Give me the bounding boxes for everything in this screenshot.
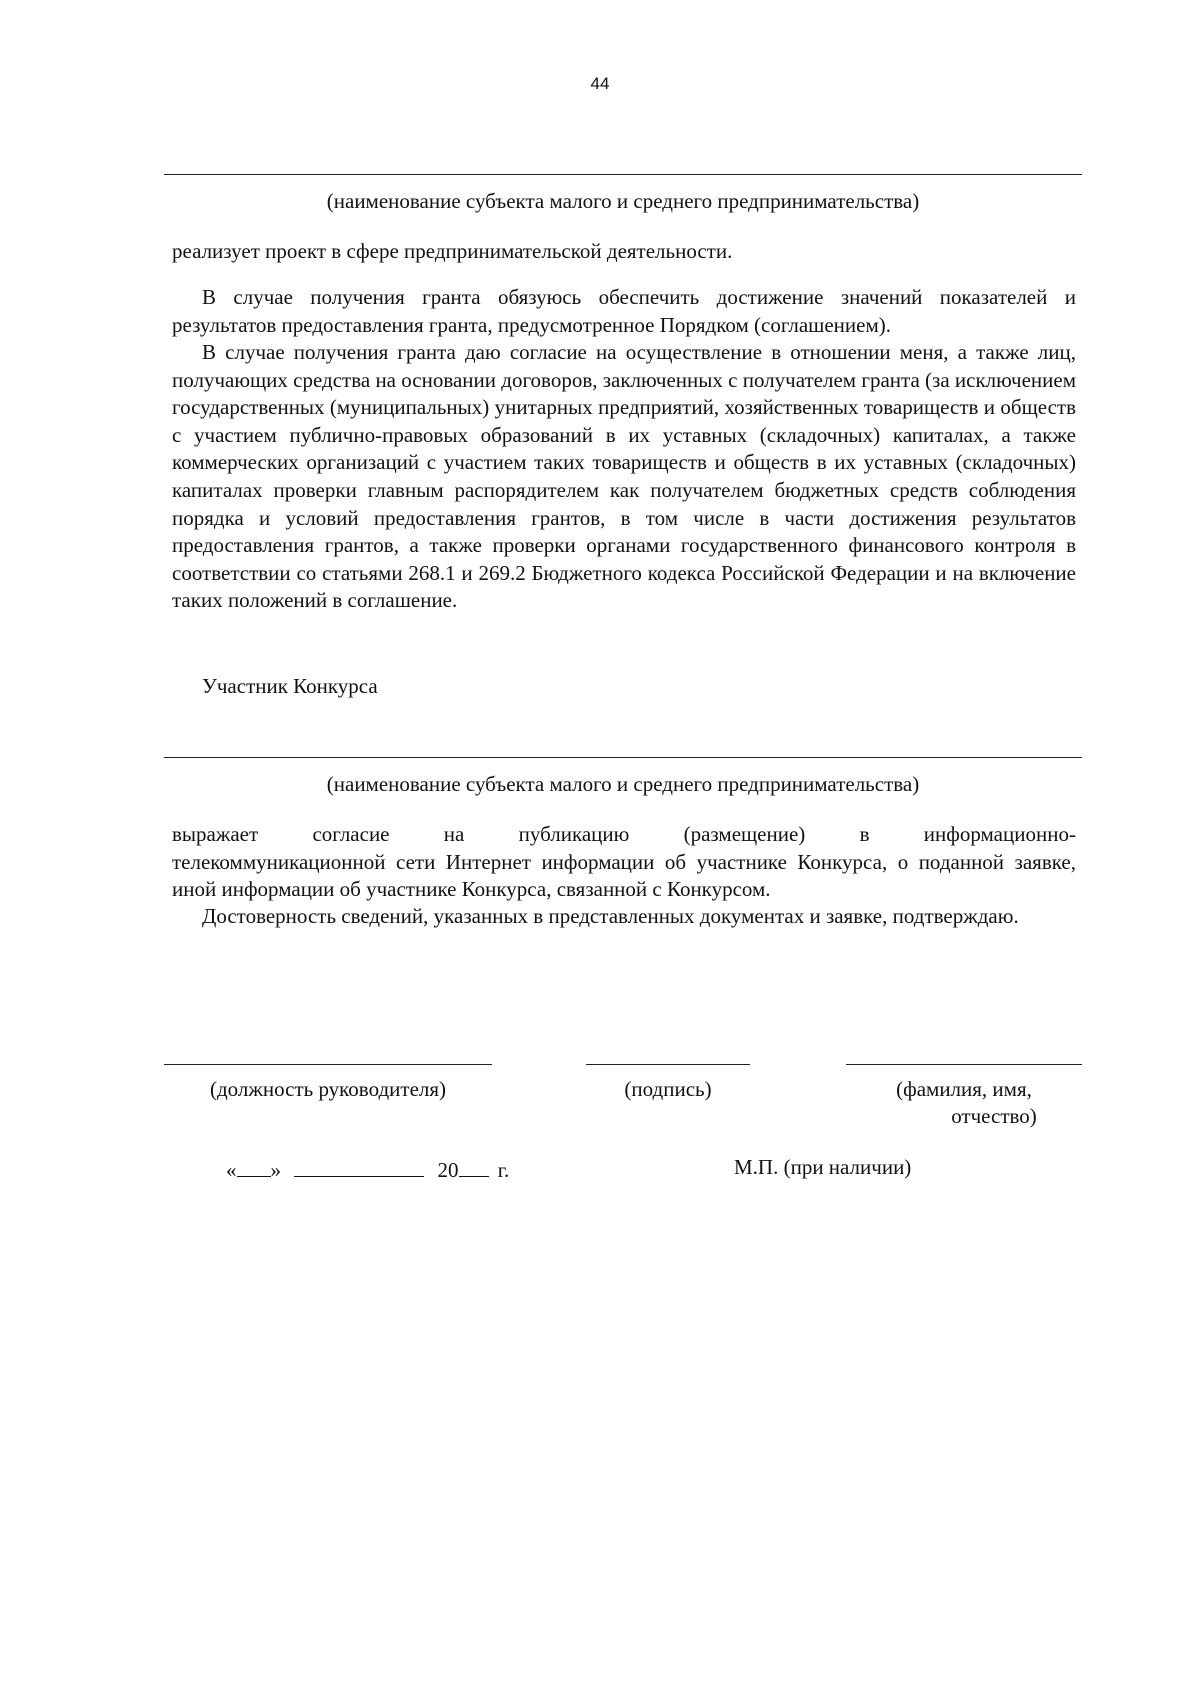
caption-entity-name-1: (наименование субъекта малого и среднего предпринимательства) [326, 189, 920, 213]
word: (размещение) [683, 822, 806, 846]
word: выражает [172, 822, 259, 846]
month-blank [294, 1154, 424, 1177]
caption-entity-name-2: (наименование субъекта малого и среднего предпринимательства) [326, 772, 920, 796]
date-open-quote: « [226, 1158, 237, 1182]
name-line-2 [164, 757, 1082, 758]
full-name-label-line-2: отчество) [951, 1104, 1037, 1128]
full-name-label-line-1: (фамилия, имя, [896, 1077, 1032, 1101]
word: в [859, 822, 870, 846]
full-name-signature-line [846, 1064, 1082, 1065]
signature-label: (подпись) [624, 1077, 712, 1101]
consent-publication-first-line [172, 821, 1076, 849]
position-signature-line [164, 1064, 492, 1065]
participant-label: Участник Конкурса [202, 674, 378, 698]
paragraph-obligation: В случае получения гранта обязуюсь обеспечить достижение значений показателей и результатов предоставления гранта, предусмотренное Порядком (соглашением). [172, 285, 1076, 337]
year-blank [459, 1154, 489, 1177]
word: на [443, 822, 465, 846]
date-close-quote: » [270, 1158, 281, 1182]
year-suffix: г. [497, 1158, 510, 1182]
full-name-label [846, 1076, 1082, 1130]
consent-publication-rest: телекоммуникационной сети Интернет информации об участнике Конкурса, о поданной заявке, иной информации об участнике Конкурса, связанной с Конкурсом. [172, 849, 1076, 902]
day-blank [237, 1154, 271, 1177]
paragraph-consent-inspection: В случае получения гранта даю согласие на осуществление в отношении меня, а также лиц, получающих средства на основании договоров, заключенных с получателем гранта (за исключением государственных (муниципальных) унитарных предприятий, хозяйственных товариществ и обществ с участием публично-правовых образований в их уставных (складочных) капиталах, а также коммерческих организаций с участием таких товариществ и обществ в их уставных (складочных) капиталах проверки главным распорядителем как получателем бюджетных средств соблюдения порядка и условий предоставления грантов, в том числе в части достижения результатов предоставления грантов, а также проверки органами государственного финансового контроля в соответствии со статьями 268.1 и 269.2 Бюджетного кодекса Российской Федерации и на включение таких положений в соглашение. [172, 340, 1076, 613]
word: информационно- [923, 822, 1076, 846]
position-label: (должность руководителя) [209, 1077, 447, 1101]
year-prefix: 20 [437, 1158, 459, 1182]
paragraph-reliability: Достоверность сведений, указанных в представленных документах и заявке, подтверждаю. [202, 904, 1019, 928]
stamp-label: М.П. (при наличии) [734, 1155, 912, 1179]
word: публикацию [518, 822, 630, 846]
word: согласие [312, 822, 390, 846]
date-field [226, 1154, 509, 1184]
name-line-1 [164, 174, 1082, 175]
text-realizes-project: реализует проект в сфере предпринимательской деятельности. [172, 239, 733, 263]
signature-line [586, 1064, 750, 1065]
page-number: 44 [590, 74, 610, 93]
